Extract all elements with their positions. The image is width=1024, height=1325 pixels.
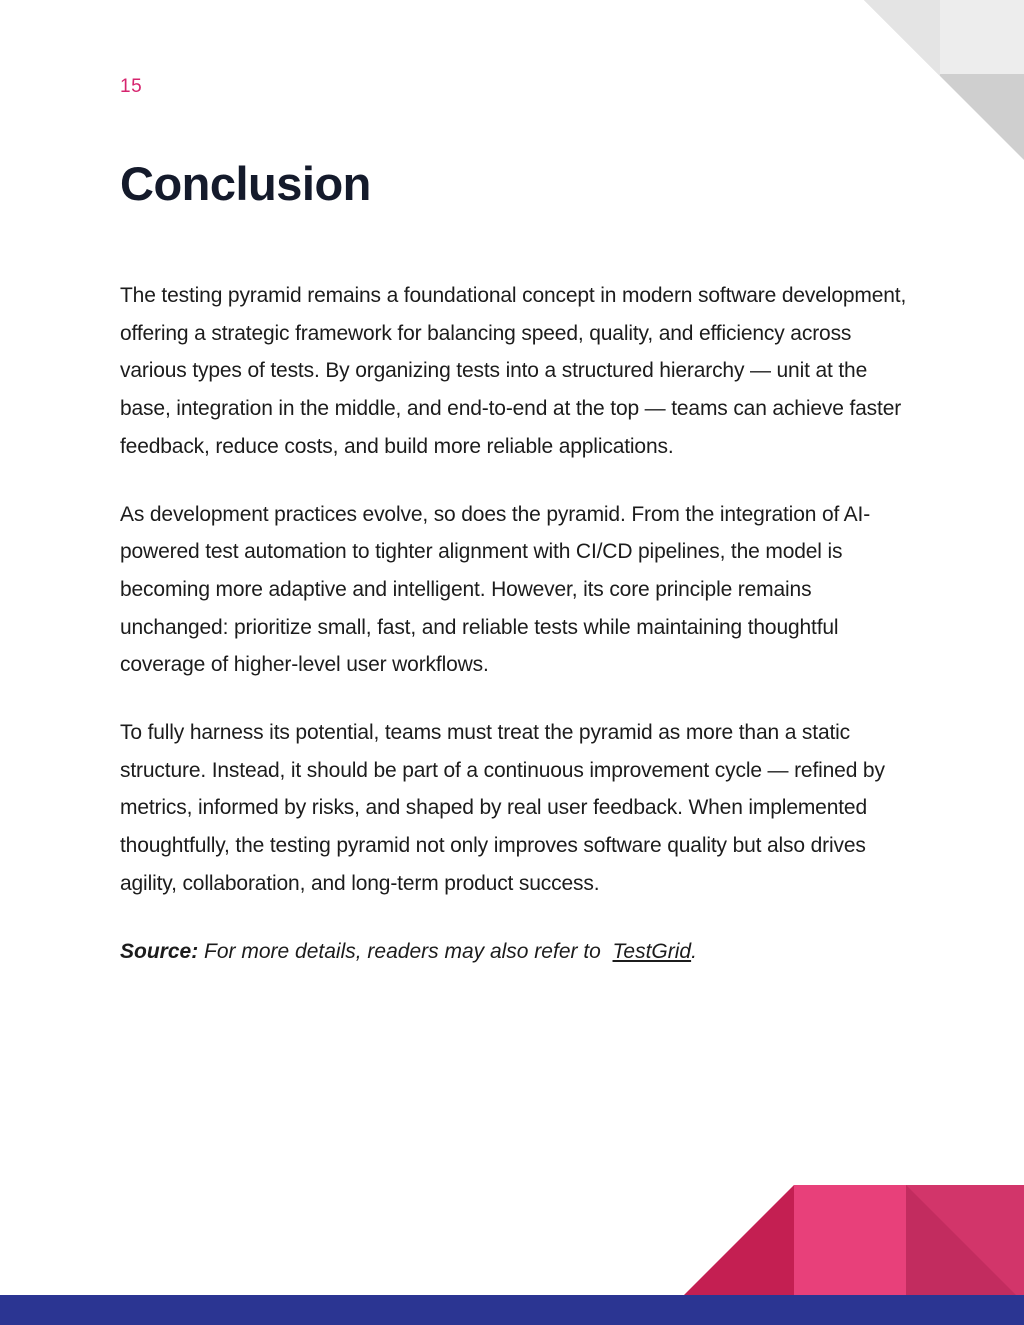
source-suffix: . — [691, 939, 697, 963]
body-content — [120, 277, 910, 970]
paragraph: To fully harness its potential, teams must treat the pyramid as more than a static structure. Instead, it should be part of a continuous improvement cycle — refined by metrics, informed by risks, and shaped by real user feedback. When implemented thoughtfully, the testing pyramid not only improves software quality but also drives agility, collaboration, and long-term product success. — [120, 721, 885, 895]
source-text: For more details, readers may also refer to — [198, 939, 613, 963]
source-line — [120, 933, 910, 971]
paragraph: As development practices evolve, so does the pyramid. From the integration of AI-powered test automation to tighter alignment with CI/CD pipelines, the model is becoming more adaptive and intelligent. However, its core principle remains unchanged: prioritize small, fast, and reliable tests while maintaining thoughtful coverage of higher-level user workflows. — [120, 502, 871, 677]
corner-decoration-top — [864, 0, 1024, 160]
paragraph: The testing pyramid remains a foundational concept in modern software development, offering a strategic framework for balancing speed, quality, and efficiency across various types of tests. By organizing tests into a structured hierarchy — unit at the base, integration in the middle, and end-to-end at the top — teams can achieve faster feedback, reduce costs, and build more reliable applications. — [120, 284, 907, 458]
testgrid-link[interactable]: TestGrid — [612, 939, 692, 963]
source-label: Source: — [120, 939, 199, 963]
corner-decoration-bottom — [684, 1185, 1024, 1295]
page-number: 15 — [120, 76, 143, 97]
footer-bar — [0, 1295, 1024, 1325]
page-title: Conclusion — [120, 157, 371, 210]
